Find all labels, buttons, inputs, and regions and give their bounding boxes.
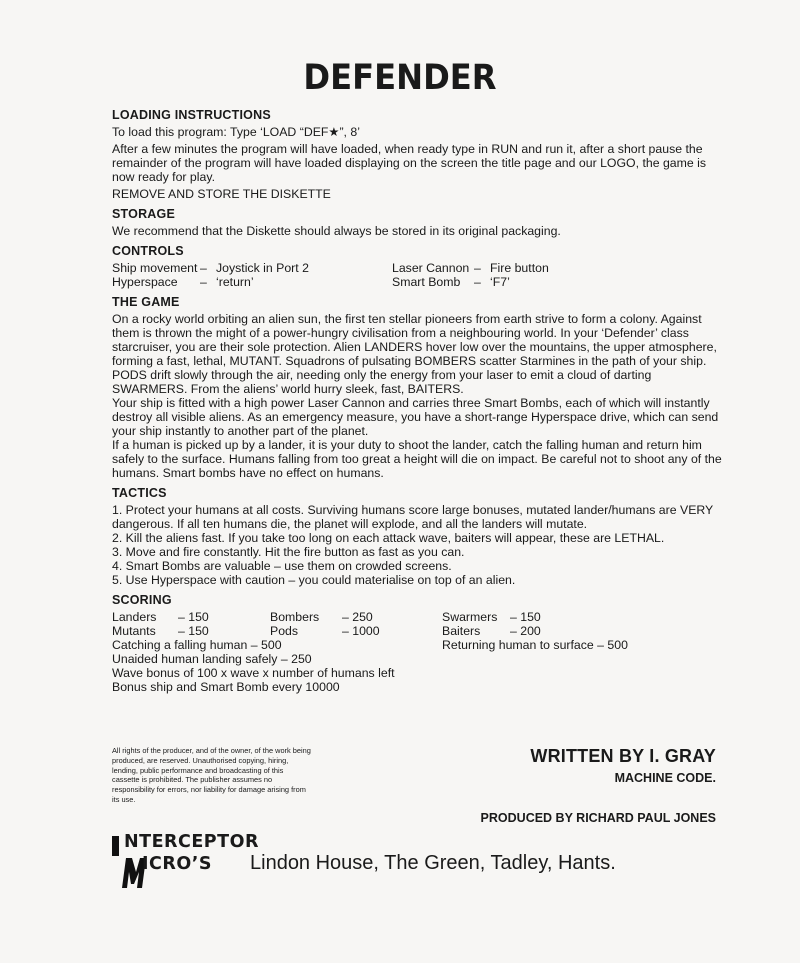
game-text-2: Your ship is fitted with a high power Laser Cannon and carries three Smart Bombs, each of which will instantly destroy all visible aliens. As an emergency measure, you have a short-range Hyperspace drive, which can send your ship instantly to another part of the planet. bbox=[112, 396, 719, 438]
tactic-item: 3. Move and fire constantly. Hit the fire button as fast as you can. bbox=[112, 545, 465, 559]
control-row bbox=[112, 261, 392, 275]
loading-heading: LOADING INSTRUCTIONS bbox=[112, 108, 271, 122]
tactic-item: 5. Use Hyperspace with caution – you could materialise on top of an alien. bbox=[112, 573, 516, 587]
interceptor-logo bbox=[112, 832, 259, 892]
control-key: Smart Bomb bbox=[392, 275, 461, 289]
tactic-item: 2. Kill the aliens fast. If you take too long on each attack wave, baiters will appear, these are LETHAL. bbox=[112, 531, 665, 545]
storage-text: We recommend that the Diskette should always be stored in its original packaging. bbox=[112, 224, 561, 238]
score-unaided: Unaided human landing safely – 250 bbox=[112, 652, 312, 666]
game-text-1: On a rocky world orbiting an alien sun, the first ten stellar pioneers from earth strive to form a colony. Against them is thrown the might of a power-hungry civilisation from a neighbouring world. In your ‘Defender’ class starcruiser, you are their sole protection. Alien LANDERS hover low over the mountains, the upper atmosphere, forming a fast, lethal, MUTANT. Squadrons of pulsating BOMBERS scatter Starmines in the path of your ship. PODS drift slowly through the air, needing only the energy from your laser to emit a cloud of darting SWARMERS. From the aliens’ world hurry sleek, fast, BAITERS. bbox=[112, 312, 717, 396]
content-body bbox=[112, 108, 722, 708]
control-key: Laser Cannon bbox=[392, 261, 470, 275]
control-key: Hyperspace bbox=[112, 275, 178, 289]
control-dash: – bbox=[474, 275, 481, 289]
score-value-landers: – 150 bbox=[178, 610, 209, 624]
score-label-bombers: Bombers bbox=[270, 610, 320, 624]
control-dash: – bbox=[200, 261, 207, 275]
page-title: DEFENDER bbox=[303, 58, 497, 98]
score-wave-bonus: Wave bonus of 100 x wave x number of humans left bbox=[112, 666, 395, 680]
control-row bbox=[392, 275, 672, 289]
logo-line-1: NTERCEPTOR bbox=[124, 832, 259, 852]
company-address: Lindon House, The Green, Tadley, Hants. bbox=[250, 852, 616, 874]
loading-text-1: To load this program: Type ‘LOAD “DEF★”, 8’ bbox=[112, 125, 360, 139]
loading-text-2: After a few minutes the program will have loaded, when ready type in RUN and run it, after a short pause the remainder of the program will have loaded displaying on the screen the title page and our LOGO, the game is now ready for play. bbox=[112, 142, 707, 184]
loading-text-3: REMOVE AND STORE THE DISKETTE bbox=[112, 187, 331, 201]
score-catching: Catching a falling human – 500 bbox=[112, 638, 282, 652]
control-key: Ship movement bbox=[112, 261, 198, 275]
score-label-mutants: Mutants bbox=[112, 624, 156, 638]
control-dash: – bbox=[200, 275, 207, 289]
storage-heading: STORAGE bbox=[112, 207, 175, 221]
tactic-item: 4. Smart Bombs are valuable – use them on crowded screens. bbox=[112, 559, 452, 573]
score-value-swarmers: – 150 bbox=[510, 610, 541, 624]
score-label-baiters: Baiters bbox=[442, 624, 481, 638]
legal-notice: All rights of the producer, and of the owner, of the work being produced, are reserved. Unauthorised copying, hiring, lending, public performance and broadcasting of this cassette is prohibited. The publisher assumes no responsibility for errors, nor liability for damage arising from its use. bbox=[112, 746, 311, 804]
control-row bbox=[392, 261, 672, 275]
control-row bbox=[112, 275, 392, 289]
game-heading: THE GAME bbox=[112, 295, 180, 309]
controls-left-column bbox=[112, 261, 392, 289]
scoring-heading: SCORING bbox=[112, 593, 172, 607]
game-text-3: If a human is picked up by a lander, it is your duty to shoot the lander, catch the falling human and return him safely to the surface. Humans falling from too great a height will die on impact. Be careful not to shoot any of the humans. Smart bombs have no effect on humans. bbox=[112, 438, 722, 480]
controls-right-column bbox=[392, 261, 672, 289]
score-value-bombers: – 250 bbox=[342, 610, 373, 624]
score-value-mutants: – 150 bbox=[178, 624, 209, 638]
machine-code: MACHINE CODE. bbox=[614, 771, 716, 785]
score-bonus-ship: Bonus ship and Smart Bomb every 10000 bbox=[112, 680, 340, 694]
score-returning: Returning human to surface – 500 bbox=[442, 638, 628, 652]
scoring-table bbox=[112, 610, 722, 708]
tactic-item: 1. Protect your humans at all costs. Surviving humans score large bonuses, mutated lander/humans are VERY dangerous. If all ten humans die, the planet will explode, and all the landers will mutate. bbox=[112, 503, 714, 531]
logo-line-2: ICRO’S bbox=[142, 854, 212, 874]
score-label-swarmers: Swarmers bbox=[442, 610, 498, 624]
credits bbox=[440, 746, 716, 825]
control-value: Fire button bbox=[490, 261, 549, 275]
score-label-pods: Pods bbox=[270, 624, 299, 638]
produced-by: PRODUCED BY RICHARD PAUL JONES bbox=[480, 811, 716, 825]
written-by: WRITTEN BY I. GRAY bbox=[530, 746, 716, 766]
score-label-landers: Landers bbox=[112, 610, 157, 624]
control-value: Joystick in Port 2 bbox=[216, 261, 309, 275]
controls-table bbox=[112, 261, 672, 289]
control-value: ‘F7’ bbox=[490, 275, 510, 289]
control-dash: – bbox=[474, 261, 481, 275]
control-value: ‘return’ bbox=[216, 275, 254, 289]
score-value-baiters: – 200 bbox=[510, 624, 541, 638]
controls-heading: CONTROLS bbox=[112, 244, 184, 258]
score-value-pods: – 1000 bbox=[342, 624, 380, 638]
tactics-heading: TACTICS bbox=[112, 486, 167, 500]
